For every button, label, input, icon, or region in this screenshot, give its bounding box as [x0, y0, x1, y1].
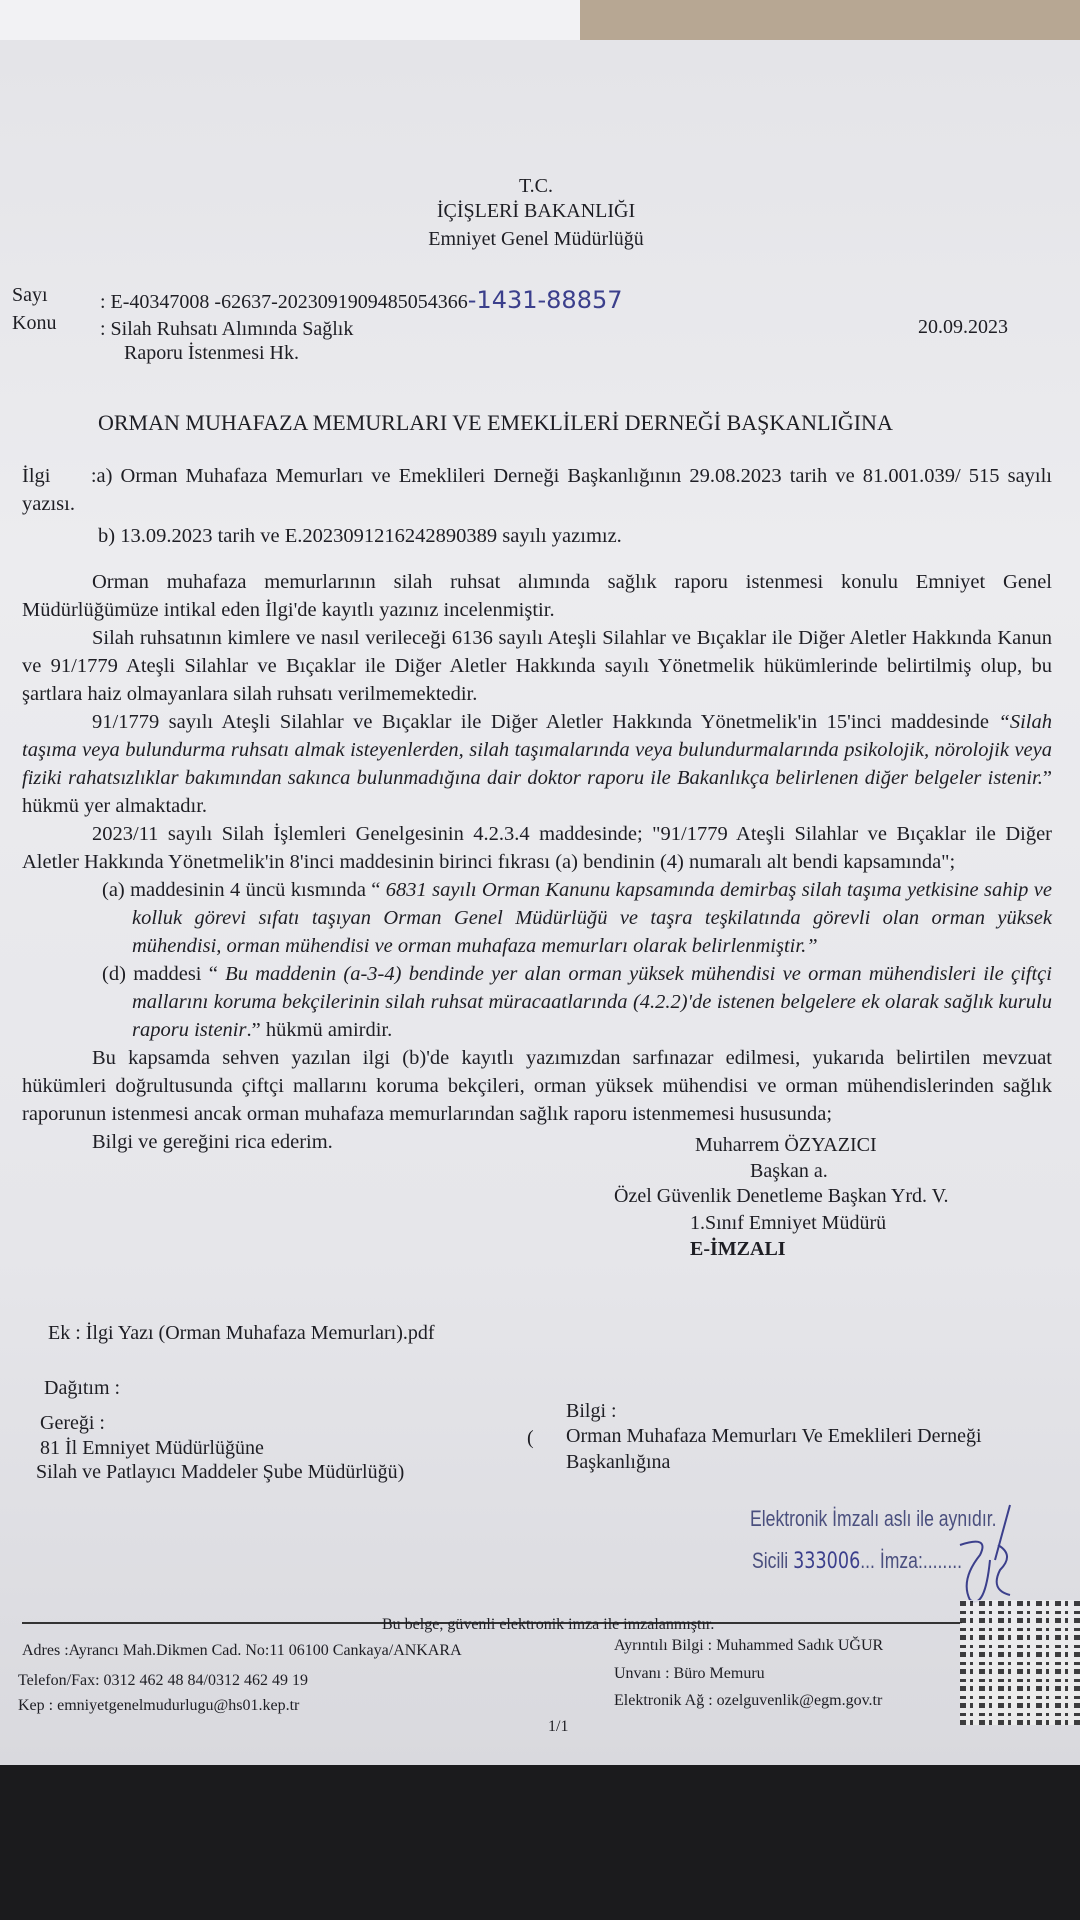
sicil-line — [752, 1548, 962, 1574]
item-d — [22, 960, 1052, 1044]
paragraph-3-end: ” hükmü yer almaktadır. — [22, 767, 1052, 817]
paragraph-5: Bu kapsamda sehven yazılan ilgi (b)'de kayıtlı yazımızdan sarfınazar edilmesi, yukarıda belirtilen mevzuat hükümleri doğrultusunda çiftçi mallarını koruma bekçileri, orman yüksek mühendisi ve orman mühendislerinden sağlık raporunun istenmesi ancak orman muhafaza memurlarından sağlık raporu istenmemesi hususunda; — [22, 1047, 1052, 1125]
gereği-2: Silah ve Patlayıcı Maddeler Şube Müdürlüğü) — [36, 1461, 405, 1483]
footer-address: Adres :Ayrancı Mah.Dikmen Cad. No:11 06100 Cankaya/ANKARA — [22, 1642, 462, 1659]
regulation-quote: “Silah taşıma veya bulundurma ruhsatı almak isteyenlerden, silah taşımalarında veya bulundurmalarında psikolojik, nörolojik veya fiziki rahatsızlıklar bakımından sakınca bulunmadığına dair doktor raporu ile Bakanlıkça belirlenen diğer belgeler istenir. — [22, 711, 1052, 789]
handwritten-number: -1431-88857 — [467, 286, 623, 314]
paragraph-3 — [22, 708, 1052, 820]
footer-phone: Telefon/Fax: 0312 462 48 84/0312 462 49 19 — [18, 1672, 308, 1689]
addressee-heading: ORMAN MUHAFAZA MEMURLARI VE EMEKLİLERİ DERNEĞİ BAŞKANLIĞINA — [98, 410, 893, 435]
qr-code — [960, 1600, 1080, 1725]
header-ministry: İÇİŞLERİ BAKANLIĞI — [436, 200, 636, 222]
item-d-prefix: (d) maddesi “ — [102, 963, 226, 985]
item-d-quote: Bu maddenin (a-3-4) bendinde yer alan orman yüksek mühendisi ve orman mühendisleri ile çiftçi mallarını koruma bekçilerinin silah ruhsat müracaatlarında (4.2.2)'de istenen belgelere ek olarak sağlık kurulu raporu istenir — [132, 963, 1052, 1041]
item-a — [22, 876, 1052, 960]
header-directorate: Emniyet Genel Müdürlüğü — [428, 228, 644, 250]
handwritten-signature — [940, 1500, 1040, 1610]
footer-contact-title: Unvanı : Büro Memuru — [614, 1665, 765, 1682]
e-signed-label: E-İMZALI — [690, 1238, 786, 1260]
paragraph-6: Bilgi ve gereğini rica ederim. — [92, 1131, 333, 1153]
ilgi-a: :a) Orman Muhafaza Memurları ve Emeklileri Derneği Başkanlığının 29.08.2023 tarih ve 81.001.039/ 515 sayılı yazısı. — [22, 465, 1053, 515]
imza-label: ... İmza:........ — [860, 1548, 962, 1573]
document-date: 20.09.2023 — [918, 316, 1008, 338]
signer-title: Özel Güvenlik Denetleme Başkan Yrd. V. — [614, 1185, 949, 1207]
paragraph-4: 2023/11 sayılı Silah İşlemleri Genelgesinin 4.2.3.4 maddesinde; "91/1779 Ateşli Silahlar ve Bıçaklar ile Diğer Aletler Hakkında Yönetmelik'in 8'inci maddesinin birinci fıkrası (a) bendinin (4) numaralı alt bendi kapsamında"; — [22, 823, 1052, 873]
item-a-prefix: (a) maddesinin 4 üncü kısmında “ — [102, 879, 386, 901]
esign-notice: Bu belge, güvenli elektronik imza ile imzalanmıştır. — [382, 1616, 715, 1633]
sayi-number: : E-40347008 -62637-20230919094850543​66 — [100, 291, 468, 313]
sayi-label: Sayı — [12, 284, 48, 306]
bilgi-label: Bilgi : — [566, 1400, 617, 1422]
signer-name: Muharrem ÖZYAZICI — [695, 1134, 877, 1156]
attachment-link[interactable]: Ek : İlgi Yazı (Orman Muhafaza Memurları).pdf — [48, 1322, 435, 1344]
paragraph-2: Silah ruhsatının kimlere ve nasıl verileceği 6136 sayılı Ateşli Silahlar ve Bıçaklar ile Diğer Aletler Hakkında Kanun ve 91/1779 Ateşli Silahlar ve Bıçaklar ile Diğer Aletler Hakkında sayılı Yönetmelik hükümlerinde belirtilmiş olup, bu şartlara haiz olmayanlara silah ruhsatı verilmemektedir. — [22, 627, 1052, 705]
bilgi-2: Başkanlığına — [566, 1451, 671, 1473]
ilgi-label: İlgi — [22, 465, 51, 487]
paren: ( — [527, 1427, 534, 1449]
distribution-title: Dağıtım : — [44, 1377, 121, 1399]
sicil-label: Sicili — [752, 1548, 789, 1573]
ilgi-section — [22, 462, 1052, 550]
gereği-1: 81 İl Emniyet Müdürlüğüne — [40, 1437, 264, 1459]
bilgi-1: Orman Muhafaza Memurları Ve Emeklileri Derneği — [566, 1425, 982, 1447]
konu-value: : Silah Ruhsatı Alımında Sağlık — [100, 318, 354, 340]
item-a-quote: 6831 sayılı Orman Kanunu kapsamında demirbaş silah taşıma yetkisine sahip ve kolluk görevi sıfatı taşıyan Orman Genel Müdürlüğü ve taşra teşkilatında görevli olan orman yüksek mühendisi, orman mühendisi ve orman muhafaza memurları olarak belirlenmiştir.” — [132, 879, 1052, 957]
konu-label: Konu — [12, 312, 57, 334]
page-number: 1/1 — [548, 1718, 569, 1735]
ilgi-b: b) 13.09.2023 tarih ve E.20230912162428903​89 sayılı yazımız. — [98, 525, 622, 547]
footer-contact-person: Ayrıntılı Bilgi : Muhammed Sadık UĞUR — [614, 1637, 884, 1654]
letter-body — [22, 568, 1052, 1156]
item-d-suffix: .” hükmü amirdir. — [246, 1019, 393, 1041]
konu-value-2: Raporu İstenmesi Hk. — [124, 342, 299, 364]
paragraph-3-text: 91/1779 sayılı Ateşli Silahlar ve Bıçaklar ile Diğer Aletler Hakkında Yönetmelik'in 15'inci maddesinde — [92, 711, 999, 733]
sayi-value — [100, 286, 623, 314]
signer-rank: 1.Sınıf Emniyet Müdürü — [690, 1212, 887, 1234]
header-tc: T.C. — [518, 175, 554, 197]
paragraph-1: Orman muhafaza memurlarının silah ruhsat alımında sağlık raporu istenmesi konulu Emniyet Genel Müdürlüğümüze intikal eden İlgi'de kayıtlı yazınız incelenmiştir. — [22, 571, 1052, 621]
footer-kep: Kep : emniyetgenelmudurlugu@hs01.kep.tr — [18, 1697, 300, 1714]
footer-email: Elektronik Ağ : ozelguvenlik@egm.gov.tr — [614, 1692, 883, 1709]
sicil-value: 333006 — [793, 1549, 861, 1574]
signer-proxy: Başkan a. — [750, 1160, 828, 1182]
certified-copy-stamp: Elektronik İmzalı aslı ile aynıdır. — [750, 1506, 997, 1531]
gereği-label: Gereği : — [40, 1412, 105, 1434]
